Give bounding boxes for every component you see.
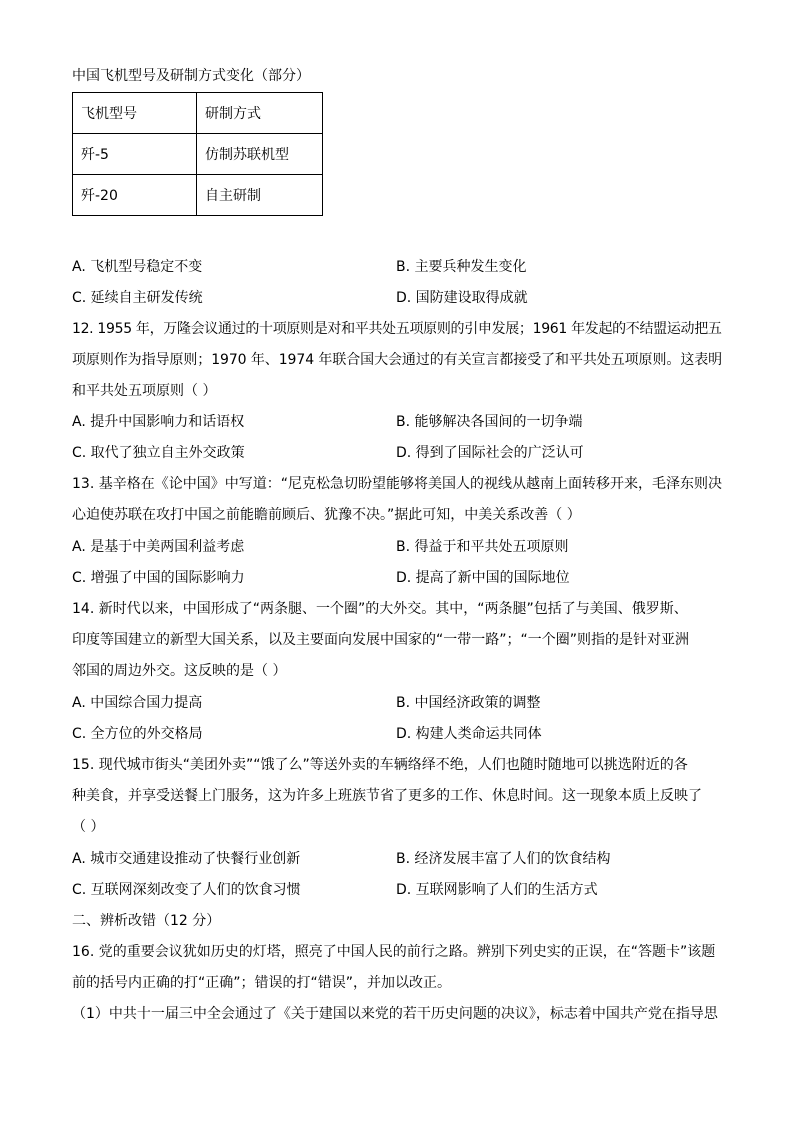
- q14-option-d: D. 构建人类命运共同体: [396, 726, 542, 742]
- table-row: [73, 175, 323, 216]
- table-header-cell: 研制方式: [197, 93, 323, 134]
- q15-stem-line: （ ）: [72, 819, 105, 835]
- q12-stem-line: 12. 1955 年，万隆会议通过的十项原则是对和平共处五项原则的引申发展；1961 年发起的不结盟运动把五: [72, 321, 722, 337]
- table-cell: 歼-20: [73, 175, 197, 216]
- q14-option-c: C. 全方位的外交格局: [72, 726, 203, 742]
- q12-option-d: D. 得到了国际社会的广泛认可: [396, 445, 584, 461]
- q15-option-d: D. 互联网影响了人们的生活方式: [396, 882, 598, 898]
- q12-option-a: A. 提升中国影响力和话语权: [72, 414, 245, 430]
- q13-option-d: D. 提高了新中国的国际地位: [396, 570, 570, 586]
- table-header-row: [73, 93, 323, 134]
- q15-stem-line: 种美食，并享受送餐上门服务，这为许多上班族节省了更多的工作、休息时间。这一现象本质上反映了: [72, 788, 702, 804]
- q12-option-b: B. 能够解决各国间的一切争端: [396, 414, 583, 430]
- q11-option-a: A. 飞机型号稳定不变: [72, 259, 203, 275]
- q11-option-c: C. 延续自主研发传统: [72, 290, 203, 306]
- aircraft-table: [72, 92, 323, 216]
- q15-stem-line: 15. 现代城市街头“美团外卖”“饿了么”等送外卖的车辆络绎不绝，人们也随时随地可以挑选附近的各: [72, 757, 688, 773]
- q13-option-b: B. 得益于和平共处五项原则: [396, 539, 569, 555]
- q12-option-c: C. 取代了独立自主外交政策: [72, 445, 245, 461]
- table-row: [73, 134, 323, 175]
- q15-option-a: A. 城市交通建设推动了快餐行业创新: [72, 851, 301, 867]
- q12-stem-line: 项原则作为指导原则；1970 年、1974 年联合国大会通过的有关宣言都接受了和平共处五项原则。这表明: [72, 352, 723, 368]
- q13-stem-line: 13. 基辛格在《论中国》中写道：“尼克松急切盼望能够将美国人的视线从越南上面转移开来，毛泽东则决: [72, 476, 722, 492]
- q14-option-a: A. 中国综合国力提高: [72, 695, 203, 711]
- q16-stem-line: 16. 党的重要会议犹如历史的灯塔，照亮了中国人民的前行之路。辨别下列史实的正误，在“答题卡”该题: [72, 944, 716, 960]
- q16-item-line: （1）中共十一届三中全会通过了《关于建国以来党的若干历史问题的决议》，标志着中国共产党在指导思: [72, 1006, 718, 1022]
- q13-stem-line: 心迫使苏联在攻打中国之前能瞻前顾后、犹豫不决。”据此可知，中美关系改善（ ）: [72, 507, 581, 523]
- table-header-cell: 飞机型号: [73, 93, 197, 134]
- q13-option-a: A. 是基于中美两国利益考虑: [72, 539, 245, 555]
- q16-stem-line: 前的括号内正确的打“正确”；错误的打“错误”，并加以改正。: [72, 975, 452, 991]
- q11-option-d: D. 国防建设取得成就: [396, 290, 528, 306]
- q13-option-c: C. 增强了中国的国际影响力: [72, 570, 245, 586]
- q14-option-b: B. 中国经济政策的调整: [396, 695, 541, 711]
- q14-stem-line: 14. 新时代以来，中国形成了“两条腿、一个圈”的大外交。其中，“两条腿”包括了与美国、俄罗斯、: [72, 601, 688, 617]
- section-title: 二、辨析改错（12 分）: [72, 913, 221, 929]
- q15-option-c: C. 互联网深刻改变了人们的饮食习惯: [72, 882, 301, 898]
- q15-option-b: B. 经济发展丰富了人们的饮食结构: [396, 851, 611, 867]
- q14-stem-line: 邻国的周边外交。这反映的是（ ）: [72, 663, 287, 679]
- table-cell: 自主研制: [197, 175, 323, 216]
- q12-stem-line: 和平共处五项原则（ ）: [72, 383, 217, 399]
- q11-option-b: B. 主要兵种发生变化: [396, 259, 527, 275]
- table-caption: 中国飞机型号及研制方式变化（部分）: [72, 68, 310, 84]
- q14-stem-line: 印度等国建立的新型大国关系，以及主要面向发展中国家的“一带一路”；“一个圈”则指的是针对亚洲: [72, 632, 690, 648]
- table-cell: 歼-5: [73, 134, 197, 175]
- table-cell: 仿制苏联机型: [197, 134, 323, 175]
